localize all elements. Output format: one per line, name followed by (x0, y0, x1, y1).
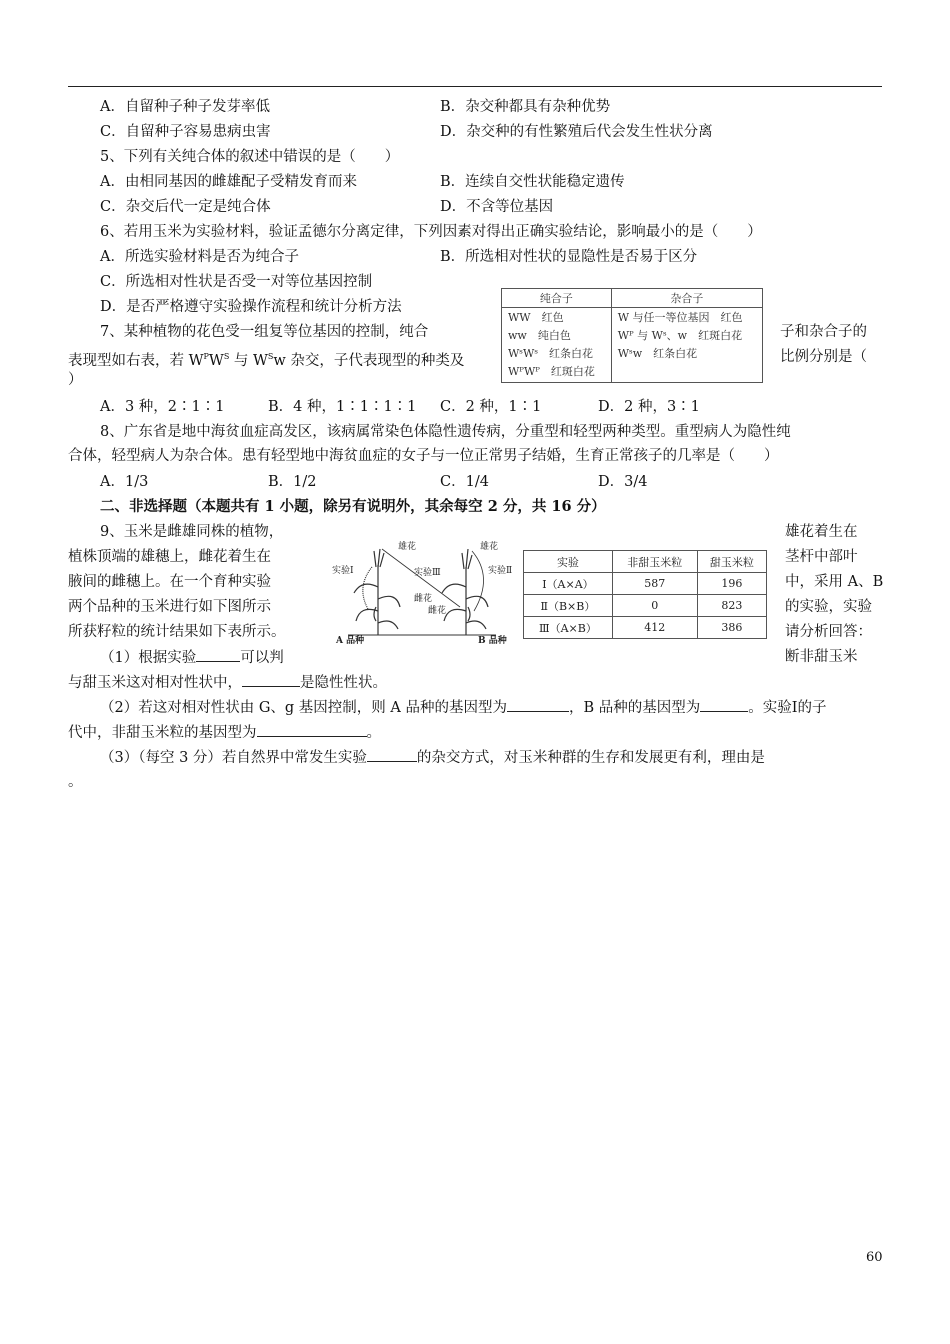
table-cell: 0 (612, 595, 697, 617)
q9-part1-line-a: （1）根据实验 可以判 (100, 647, 284, 668)
q8-stem-1: 8、广东省是地中海贫血症高发区，该病属常染色体隐性遗传病，分重型和轻型两种类型。重型病人为隐性纯 (100, 424, 791, 440)
q9-part1-line-d: 与甜玉米这对相对性状中， 是隐性性状。 (68, 672, 387, 693)
table-header-pure: 纯合子 (502, 289, 612, 308)
q6-option-a: A．所选实验材料是否为纯合子 (100, 249, 299, 265)
q9-line-3a: 腋间的雌穗上。在一个育种实验 (68, 574, 271, 590)
q4-option-d: D．杂交种的有性繁殖后代会发生性状分离 (440, 124, 713, 140)
q9-results-table (523, 550, 767, 639)
fig-label-male-a: 雄花 (398, 542, 417, 552)
answer-blank[interactable] (367, 747, 417, 762)
q9-line-4b: 的实验，实验 (785, 599, 872, 615)
q9-line-3b: 中，采用 A、B (785, 574, 884, 590)
q7-option-a: A．3 种，2∶1∶1 (100, 399, 225, 415)
q8-option-a: A．1/3 (100, 474, 149, 490)
q9-part1-line-c: 断非甜玉米 (785, 649, 858, 665)
hetero-row: W 与任一等位基因 红色 (617, 311, 743, 324)
q5-option-d: D．不含等位基因 (440, 199, 554, 215)
q4-option-c: C．自留种子容易患病虫害 (100, 124, 271, 140)
q8-stem-2: 合体，轻型病人为杂合体。患有轻型地中海贫血症的女子与一位正常男子结婚，生育正常孩子的几率是（ ） (68, 448, 779, 464)
page-number: 60 (866, 1250, 883, 1265)
table-row (524, 617, 767, 639)
q7-stem-1a: 7、某种植物的花色受一组复等位基因的控制，纯合 (100, 324, 429, 340)
table-row (524, 595, 767, 617)
q6-stem: 6、若用玉米为实验材料，验证孟德尔分离定律，下列因素对得出正确实验结论，影响最小的是（ ） (100, 224, 762, 240)
q7-stem-1b: 子和杂合子的 (780, 324, 867, 340)
q8-option-b: B．1/2 (268, 474, 317, 490)
q6-option-b: B．所选相对性状的显隐性是否易于区分 (440, 249, 698, 265)
q8-option-d: D．3/4 (598, 474, 648, 490)
table-header: 非甜玉米粒 (612, 551, 697, 573)
q7-option-d: D．2 种，3∶1 (598, 399, 700, 415)
answer-blank[interactable] (196, 647, 240, 662)
q8-option-c: C．1/4 (440, 474, 489, 490)
answer-blank[interactable] (257, 722, 367, 737)
fig-label-var-b: B 品种 (478, 636, 507, 645)
q9-part3-line-1: （3）（每空 3 分）若自然界中常发生实验 的杂交方式，对玉米种群的生存和发展更有利，理由是 (100, 747, 765, 768)
fig-label-female-b: 雌花 (428, 606, 447, 616)
header-rule (68, 86, 882, 87)
fig-label-var-a: A 品种 (336, 636, 365, 645)
q5-option-a: A．由相同基因的雌雄配子受精发育而来 (100, 174, 357, 190)
hetero-row: Wᴾ 与 Wˢ、w 红斑白花 (617, 329, 743, 342)
q6-option-c: C．所选相对性状是否受一对等位基因控制 (100, 274, 373, 290)
q5-option-c: C．杂交后代一定是纯合体 (100, 199, 271, 215)
table-cell: 412 (612, 617, 697, 639)
fig-label-male-b: 雄花 (480, 542, 499, 552)
q7-stem-3: ） (68, 372, 83, 388)
table-cell: 196 (697, 573, 766, 595)
pure-row: ww 纯白色 (508, 329, 571, 342)
pure-row: WW 红色 (508, 311, 564, 324)
fig-label-exp1: 实验Ⅰ (332, 566, 354, 576)
corn-experiment-figure (328, 537, 513, 645)
q7-genotype-table (501, 288, 763, 383)
table-cell: Ⅱ（B×B） (524, 595, 613, 617)
q5-option-b: B．连续自交性状能稳定遗传 (440, 174, 625, 190)
table-header: 甜玉米粒 (697, 551, 766, 573)
q9-line-2a: 植株顶端的雄穗上，雌花着生在 (68, 549, 271, 565)
q4-option-b: B．杂交种都具有杂种优势 (440, 99, 611, 115)
table-row (524, 573, 767, 595)
answer-blank[interactable] (507, 697, 569, 712)
section-heading: 二、非选择题（本题共有 1 小题，除另有说明外，其余每空 2 分，共 16 分） (100, 498, 606, 515)
q7-stem-2a: 表现型如右表，若 $W^PW^S$ 与 $W^Sw$ 杂交，子代表现型的种类及 (68, 352, 465, 369)
q9-line-2b: 茎杆中部叶 (785, 549, 858, 565)
pure-row: WᴾWᴾ 红斑白花 (508, 365, 595, 378)
table-cell: Ⅲ（A×B） (524, 617, 613, 639)
q7-stem-2b: 比例分别是（ (780, 349, 867, 365)
q7-option-c: C．2 种，1∶1 (440, 399, 542, 415)
answer-blank[interactable] (700, 697, 748, 712)
pure-row: WˢWˢ 红条白花 (508, 347, 594, 360)
table-cell: 587 (612, 573, 697, 595)
q9-part3-line-2: 。 (68, 774, 83, 790)
fig-label-exp3: 实验Ⅲ (414, 568, 441, 578)
q9-line-5b: 请分析回答： (785, 624, 872, 640)
table-header: 实验 (524, 551, 613, 573)
table-cell: 823 (697, 595, 766, 617)
q9-line-1a: 9、玉米是雌雄同株的植物， (100, 524, 284, 540)
q9-line-5a: 所获籽粒的统计结果如下表所示。 (68, 624, 286, 640)
q5-stem: 5、下列有关纯合体的叙述中错误的是（ ） (100, 149, 400, 165)
q9-part2-line-1: （2）若这对相对性状由 G、g 基因控制，则 A 品种的基因型为 ，B 品种的基因型为 。实验Ⅰ的子 (100, 697, 827, 718)
q9-part2-line-2: 代中，非甜玉米粒的基因型为 。 (68, 722, 381, 743)
q6-option-d: D．是否严格遵守实验操作流程和统计分析方法 (100, 299, 402, 315)
q4-option-a: A．自留种子种子发芽率低 (100, 99, 270, 115)
hetero-row: Wˢw 红条白花 (617, 347, 698, 360)
table-cell: 386 (697, 617, 766, 639)
q9-line-4a: 两个品种的玉米进行如下图所示 (68, 599, 271, 615)
fig-label-female-a: 雌花 (414, 594, 433, 604)
answer-blank[interactable] (242, 672, 300, 687)
table-header-hetero: 杂合子 (611, 289, 762, 308)
table-cell: Ⅰ（A×A） (524, 573, 613, 595)
q9-line-1b: 雄花着生在 (785, 524, 858, 540)
q7-option-b: B．4 种，1∶1∶1∶1 (268, 399, 417, 415)
fig-label-exp2: 实验Ⅱ (488, 566, 513, 576)
